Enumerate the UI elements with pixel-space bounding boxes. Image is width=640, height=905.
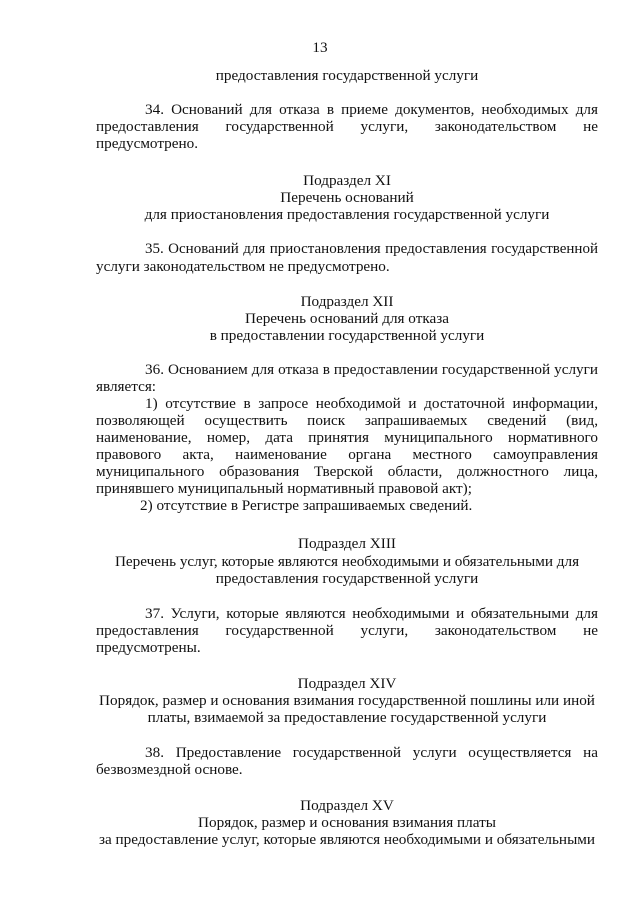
subsection-xi-line-1: Перечень оснований: [280, 189, 414, 206]
subsection-xii-line-2: в предоставлении государственной услуги: [209, 327, 485, 344]
p35-line-1: 35. Оснований для приостановления предоставления государственной: [145, 241, 598, 257]
p35-line-2: услуги законодательством не предусмотрено.: [96, 258, 390, 275]
p38-line-1: 38. Предоставление государственной услуги осуществляется на: [145, 744, 598, 761]
subsection-xiv-line-2: платы, взимаемой за предоставление государственной услуги: [147, 709, 547, 726]
subsection-xii-title: Подраздел XII: [300, 293, 394, 310]
p37-line-2: предоставления государственной услуги, законодательством не: [96, 622, 598, 639]
subsection-xv-title: Подраздел XV: [300, 797, 394, 814]
p36-item1-line-2: позволяющей осуществить поиск запрашиваемых сведений (вид,: [96, 412, 598, 429]
subsection-xv-line-2: за предоставление услуг, которые являются необходимыми и обязательными: [98, 831, 596, 848]
p37-line-1: 37. Услуги, которые являются необходимыми и обязательными для: [145, 605, 598, 622]
subsection-xi-title: Подраздел XI: [303, 172, 391, 189]
page-number: 13: [312, 39, 328, 56]
p37-line-3: предусмотрены.: [96, 639, 201, 656]
p36-item1-line-1: 1) отсутствие в запросе необходимой и достаточной информации,: [145, 395, 598, 412]
subsection-xi-line-2: для приостановления предоставления государственной услуги: [144, 206, 550, 223]
subsection-xiii-title: Подраздел XIII: [298, 535, 396, 552]
subsection-xiii-line-1: Перечень услуг, которые являются необходимыми и обязательными для: [114, 553, 580, 570]
continuation-heading: предоставления государственной услуги: [215, 67, 479, 84]
p34-line-1: 34. Оснований для отказа в приеме документов, необходимых для: [145, 101, 598, 118]
p36-item2-line: 2) отсутствие в Регистре запрашиваемых сведений.: [140, 497, 473, 514]
subsection-xiv-title: Подраздел XIV: [297, 675, 397, 692]
subsection-xv-line-1: Порядок, размер и основания взимания платы: [198, 814, 496, 831]
p36-line-1: 36. Основанием для отказа в предоставлении государственной услуги: [145, 361, 598, 378]
p36-item1-line-6: принявшего муниципальный нормативный правовой акт);: [96, 480, 472, 497]
subsection-xiv-line-1: Порядок, размер и основания взимания государственной пошлины или иной: [99, 692, 595, 709]
p36-item1-line-3: наименование, номер, дата принятия муниципального нормативного: [96, 429, 598, 446]
subsection-xii-line-1: Перечень оснований для отказа: [245, 310, 449, 327]
p36-item1-line-5: муниципального образования Тверской области, должностного лица,: [96, 463, 598, 480]
p38-line-2: безвозмездной основе.: [96, 761, 243, 778]
subsection-xiii-line-2: предоставления государственной услуги: [215, 570, 479, 587]
p34-line-3: предусмотрено.: [96, 135, 199, 152]
p36-line-2: является:: [96, 378, 157, 395]
p34-line-2: предоставления государственной услуги, законодательством не: [96, 118, 598, 135]
p36-item1-line-4: правового акта, наименование органа местного самоуправления: [96, 446, 598, 463]
